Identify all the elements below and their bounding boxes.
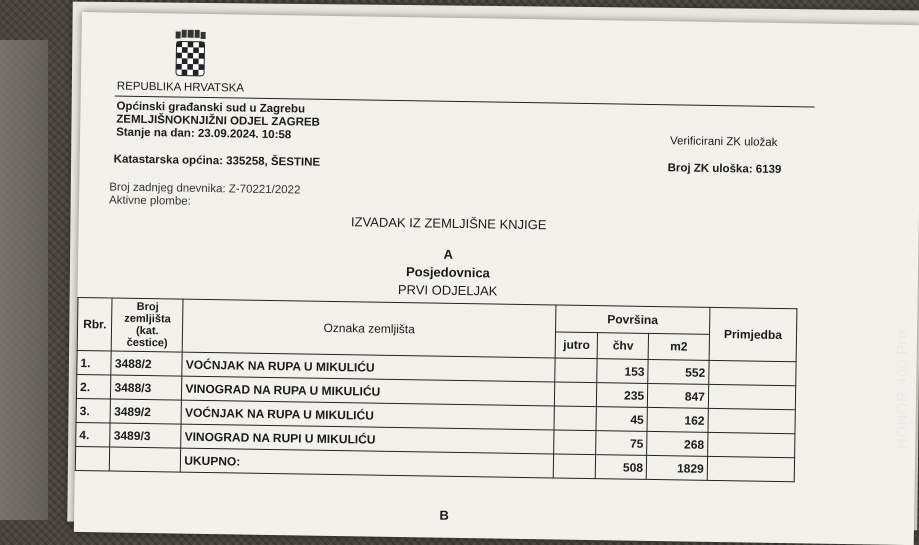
cell-description: VINOGRAD NA RUPI U MIKULIĆU xyxy=(181,424,554,454)
cell-rbr: 3. xyxy=(76,398,111,423)
cell-description: VOĆNJAK NA RUPA U MIKULIĆU xyxy=(182,352,555,382)
cell-chv: 153 xyxy=(597,359,648,384)
next-section-letter: B xyxy=(439,507,449,523)
total-m2: 1829 xyxy=(646,455,707,480)
cell-parcel: 3489/3 xyxy=(110,423,181,448)
total-label: UKUPNO: xyxy=(181,448,554,478)
cell-rbr: 2. xyxy=(76,374,111,399)
cell-empty xyxy=(707,456,795,481)
header-chv: čhv xyxy=(598,332,649,359)
cadastral-municipality: Katastarska općina: 335258, ŠESTINE xyxy=(113,153,321,169)
cell-rbr: 4. xyxy=(76,422,111,447)
header-jutro: jutro xyxy=(555,331,598,358)
department-name: ZEMLJIŠNOKNJIŽNI ODJEL ZAGREB xyxy=(116,113,321,129)
total-chv: 508 xyxy=(596,455,647,480)
country-name: REPUBLIKA HRVATSKA xyxy=(116,80,245,95)
cell-remarks xyxy=(708,408,796,433)
zk-number: Broj ZK uloška: 6139 xyxy=(667,162,782,177)
cell-m2: 847 xyxy=(647,383,708,408)
document-title: IZVADAK IZ ZEMLJIŠNE KNJIGE xyxy=(350,214,547,233)
possession-table xyxy=(75,297,798,482)
cell-empty xyxy=(110,447,181,472)
cell-empty xyxy=(75,446,110,471)
camera-watermark: HONOR 400 Pro xyxy=(894,330,911,450)
cell-description: VINOGRAD NA RUPA U MIKULIĆU xyxy=(182,376,555,406)
document-page xyxy=(74,12,919,545)
cell-description: VOĆNJAK NA RUPA U MIKULIĆU xyxy=(181,400,554,430)
active-seals: Aktivne plombe: xyxy=(108,194,191,208)
section-letter: A xyxy=(443,246,454,262)
cell-empty xyxy=(553,454,596,479)
cell-parcel: 3488/2 xyxy=(111,351,182,376)
header-m2: m2 xyxy=(648,333,709,360)
cell-remarks xyxy=(709,360,797,385)
header-remarks: Primjedba xyxy=(709,307,797,361)
cell-m2: 552 xyxy=(648,359,709,384)
last-diary-number: Broj zadnjeg dnevnika: Z-70221/2022 xyxy=(109,181,301,197)
cell-parcel: 3489/2 xyxy=(110,399,181,424)
section-name: Posjedovnica xyxy=(405,264,490,281)
header-land-description: Oznaka zemljišta xyxy=(182,299,555,358)
cell-jutro xyxy=(555,358,598,383)
header-parcel-number: Broj zemljišta (kat. čestice) xyxy=(112,298,184,352)
cell-parcel: 3488/3 xyxy=(111,375,182,400)
cell-jutro xyxy=(554,382,597,407)
header-rbr: Rbr. xyxy=(77,297,112,351)
cell-jutro xyxy=(554,406,597,431)
cell-rbr: 1. xyxy=(77,350,112,375)
cell-remarks xyxy=(707,432,795,457)
cell-jutro xyxy=(554,430,597,455)
cell-chv: 235 xyxy=(597,383,648,408)
cell-m2: 162 xyxy=(647,407,708,432)
background-fabric xyxy=(0,40,48,520)
cell-chv: 75 xyxy=(596,431,647,456)
verified-label: Verificirani ZK uložak xyxy=(669,135,778,149)
court-name: Općinski građanski sud u Zagrebu xyxy=(116,100,306,116)
section-part: PRVI ODJELJAK xyxy=(397,281,498,299)
cell-chv: 45 xyxy=(596,407,647,432)
croatian-coat-of-arms-icon xyxy=(173,29,208,78)
header-area: Površina xyxy=(555,305,709,334)
status-date: Stanje na dan: 23.09.2024. 10:58 xyxy=(116,126,292,142)
cell-remarks xyxy=(708,384,796,409)
cell-m2: 268 xyxy=(647,431,708,456)
